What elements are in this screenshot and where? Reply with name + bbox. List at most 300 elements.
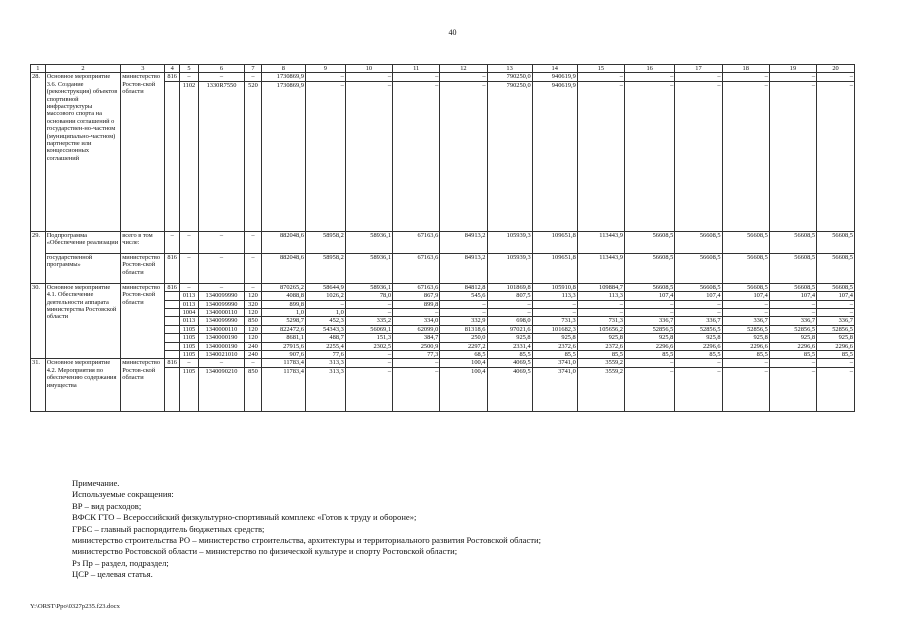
- value-cell: 1,0: [261, 309, 305, 317]
- value-cell: 925,8: [532, 334, 577, 342]
- header-cell: 11: [393, 65, 440, 73]
- header-cell: 16: [625, 65, 675, 73]
- value-cell: 81318,6: [440, 325, 487, 333]
- value-cell: –: [769, 309, 816, 317]
- value-cell: –: [817, 359, 855, 367]
- value-cell: 2296,6: [625, 342, 675, 350]
- value-cell: –: [345, 351, 392, 359]
- value-cell: –: [305, 81, 345, 231]
- value-cell: 4088,8: [261, 292, 305, 300]
- value-cell: 84913,2: [440, 231, 487, 253]
- value-cell: 105910,8: [532, 283, 577, 291]
- value-cell: –: [675, 309, 722, 317]
- value-cell: 790250,0: [487, 73, 532, 81]
- value-cell: 67163,6: [393, 253, 440, 283]
- value-cell: 109651,8: [532, 231, 577, 253]
- value-cell: 68,5: [440, 351, 487, 359]
- value-cell: –: [165, 231, 180, 253]
- header-cell: 5: [180, 65, 199, 73]
- value-cell: 56608,5: [817, 253, 855, 283]
- value-cell: –: [625, 73, 675, 81]
- value-cell: 940619,9: [532, 73, 577, 81]
- value-cell: 0113: [180, 292, 199, 300]
- value-cell: –: [722, 367, 769, 411]
- value-cell: –: [722, 309, 769, 317]
- value-cell: 1340000110: [198, 309, 244, 317]
- value-cell: 107,4: [675, 292, 722, 300]
- value-cell: 1,0: [305, 309, 345, 317]
- value-cell: 336,7: [817, 317, 855, 325]
- notes-line: ВР – вид расходов;: [72, 500, 142, 511]
- measure-name: Основное мероприятие 3.6. Создание (реконструкция) объектов спортивной инфраструктуры массового спорта на основании соглашений о государствен-но-частном (муниципально-частном) партнерстве или концессионных соглашений: [45, 73, 121, 231]
- value-cell: 384,7: [393, 334, 440, 342]
- table-row: [31, 253, 855, 283]
- value-cell: 52856,5: [625, 325, 675, 333]
- value-cell: –: [769, 81, 816, 231]
- value-cell: 113443,9: [577, 231, 624, 253]
- value-cell: 925,8: [487, 334, 532, 342]
- executor: министерство Ростов-ской области: [121, 253, 165, 283]
- value-cell: 2372,6: [577, 342, 624, 350]
- value-cell: 1102: [180, 81, 199, 231]
- measure-name: Основное мероприятие 4.1. Обеспечение деятельности аппарата министерства Ростовской области: [45, 283, 121, 359]
- value-cell: 58958,2: [305, 231, 345, 253]
- value-cell: [165, 342, 180, 350]
- row-number: 31.: [31, 359, 46, 411]
- value-cell: 67163,6: [393, 283, 440, 291]
- value-cell: 313,3: [305, 359, 345, 367]
- value-cell: –: [625, 367, 675, 411]
- value-cell: 313,3: [305, 367, 345, 411]
- value-cell: 67163,6: [393, 231, 440, 253]
- value-cell: [165, 351, 180, 359]
- notes-line: министерство Ростовской области – министерство по физической культуре и спорту Ростовской области;: [72, 546, 458, 557]
- value-cell: –: [180, 73, 199, 81]
- value-cell: 113,3: [532, 292, 577, 300]
- value-cell: –: [180, 359, 199, 367]
- value-cell: 52856,5: [817, 325, 855, 333]
- value-cell: 56608,5: [722, 231, 769, 253]
- header-cell: 2: [45, 65, 121, 73]
- value-cell: 105656,2: [577, 325, 624, 333]
- value-cell: –: [345, 300, 392, 308]
- value-cell: 107,4: [722, 292, 769, 300]
- value-cell: –: [675, 73, 722, 81]
- value-cell: –: [440, 81, 487, 231]
- value-cell: –: [305, 300, 345, 308]
- value-cell: 1340099990: [198, 292, 244, 300]
- value-cell: –: [393, 367, 440, 411]
- value-cell: 816: [165, 359, 180, 367]
- value-cell: –: [769, 359, 816, 367]
- value-cell: 335,2: [345, 317, 392, 325]
- value-cell: 2296,6: [722, 342, 769, 350]
- value-cell: 56069,1: [345, 325, 392, 333]
- header-cell: 9: [305, 65, 345, 73]
- value-cell: –: [345, 81, 392, 231]
- value-cell: 731,3: [577, 317, 624, 325]
- value-cell: 100,4: [440, 359, 487, 367]
- value-cell: 120: [245, 309, 262, 317]
- value-cell: 4069,5: [487, 359, 532, 367]
- value-cell: 151,3: [345, 334, 392, 342]
- value-cell: 27915,6: [261, 342, 305, 350]
- value-cell: 100,4: [440, 367, 487, 411]
- value-cell: 0113: [180, 300, 199, 308]
- value-cell: 101869,8: [487, 283, 532, 291]
- value-cell: 867,9: [393, 292, 440, 300]
- value-cell: –: [487, 300, 532, 308]
- value-cell: 8681,1: [261, 334, 305, 342]
- value-cell: [165, 325, 180, 333]
- value-cell: 1105: [180, 325, 199, 333]
- value-cell: 120: [245, 325, 262, 333]
- value-cell: 97021,6: [487, 325, 532, 333]
- value-cell: 2296,6: [675, 342, 722, 350]
- value-cell: 907,6: [261, 351, 305, 359]
- value-cell: –: [577, 73, 624, 81]
- value-cell: –: [817, 367, 855, 411]
- value-cell: 850: [245, 367, 262, 411]
- value-cell: 1105: [180, 367, 199, 411]
- value-cell: 1340099990: [198, 317, 244, 325]
- value-cell: 3559,2: [577, 367, 624, 411]
- header-row: [31, 65, 855, 73]
- value-cell: –: [577, 81, 624, 231]
- value-cell: 85,5: [487, 351, 532, 359]
- value-cell: –: [245, 253, 262, 283]
- table-row: [31, 73, 855, 81]
- value-cell: 452,3: [305, 317, 345, 325]
- value-cell: 2331,4: [487, 342, 532, 350]
- value-cell: –: [532, 309, 577, 317]
- value-cell: 56608,5: [625, 253, 675, 283]
- value-cell: 107,4: [817, 292, 855, 300]
- header-cell: 13: [487, 65, 532, 73]
- header-cell: 20: [817, 65, 855, 73]
- value-cell: –: [393, 359, 440, 367]
- value-cell: –: [393, 309, 440, 317]
- value-cell: 2255,4: [305, 342, 345, 350]
- value-cell: 870265,2: [261, 283, 305, 291]
- value-cell: –: [180, 283, 199, 291]
- value-cell: –: [722, 359, 769, 367]
- value-cell: –: [198, 73, 244, 81]
- table-row: [31, 231, 855, 253]
- value-cell: –: [577, 309, 624, 317]
- executor: министерство Ростов-ской области: [121, 73, 165, 231]
- value-cell: 56608,5: [675, 283, 722, 291]
- notes-line: Рз Пр – раздел, подраздел;: [72, 557, 169, 568]
- value-cell: 109651,8: [532, 253, 577, 283]
- value-cell: –: [722, 73, 769, 81]
- value-cell: 731,3: [532, 317, 577, 325]
- value-cell: [165, 367, 180, 411]
- value-cell: 85,5: [532, 351, 577, 359]
- value-cell: [165, 317, 180, 325]
- value-cell: –: [722, 81, 769, 231]
- budget-table: [30, 64, 855, 412]
- value-cell: [165, 81, 180, 231]
- value-cell: 899,8: [393, 300, 440, 308]
- value-cell: 925,8: [817, 334, 855, 342]
- value-cell: [165, 309, 180, 317]
- value-cell: 1340000110: [198, 325, 244, 333]
- value-cell: –: [487, 309, 532, 317]
- value-cell: 2296,6: [817, 342, 855, 350]
- value-cell: 1340090210: [198, 367, 244, 411]
- value-cell: 336,7: [769, 317, 816, 325]
- value-cell: –: [577, 300, 624, 308]
- value-cell: –: [817, 300, 855, 308]
- value-cell: 56608,5: [769, 253, 816, 283]
- value-cell: 56608,5: [675, 253, 722, 283]
- value-cell: –: [245, 359, 262, 367]
- value-cell: –: [440, 300, 487, 308]
- value-cell: 850: [245, 317, 262, 325]
- value-cell: 336,7: [625, 317, 675, 325]
- measure-name: государственной программы»: [45, 253, 121, 283]
- value-cell: –: [198, 359, 244, 367]
- value-cell: 11783,4: [261, 359, 305, 367]
- header-cell: 6: [198, 65, 244, 73]
- value-cell: 113443,9: [577, 253, 624, 283]
- value-cell: 816: [165, 253, 180, 283]
- value-cell: –: [440, 309, 487, 317]
- value-cell: 56608,5: [625, 231, 675, 253]
- value-cell: 790250,0: [487, 81, 532, 231]
- value-cell: 807,5: [487, 292, 532, 300]
- table-row: [31, 359, 855, 367]
- value-cell: 3741,0: [532, 359, 577, 367]
- value-cell: 58936,1: [345, 231, 392, 253]
- value-cell: 85,5: [769, 351, 816, 359]
- value-cell: 925,8: [577, 334, 624, 342]
- value-cell: 78,0: [345, 292, 392, 300]
- value-cell: 56608,5: [675, 231, 722, 253]
- value-cell: 58644,9: [305, 283, 345, 291]
- value-cell: 336,7: [675, 317, 722, 325]
- value-cell: 1340099990: [198, 300, 244, 308]
- value-cell: 84913,2: [440, 253, 487, 283]
- row-number: 28.: [31, 73, 46, 231]
- value-cell: 520: [245, 81, 262, 231]
- header-cell: 4: [165, 65, 180, 73]
- measure-name: Основное мероприятие 4.2. Мероприятия по обеспечению содержания имущества: [45, 359, 121, 411]
- value-cell: 58936,1: [345, 253, 392, 283]
- value-cell: –: [769, 367, 816, 411]
- value-cell: –: [675, 300, 722, 308]
- value-cell: 925,8: [722, 334, 769, 342]
- value-cell: 240: [245, 342, 262, 350]
- value-cell: 1026,2: [305, 292, 345, 300]
- value-cell: 320: [245, 300, 262, 308]
- value-cell: 899,8: [261, 300, 305, 308]
- value-cell: –: [675, 81, 722, 231]
- value-cell: –: [625, 81, 675, 231]
- value-cell: [165, 292, 180, 300]
- value-cell: 52856,5: [722, 325, 769, 333]
- header-cell: 10: [345, 65, 392, 73]
- value-cell: –: [345, 367, 392, 411]
- value-cell: 1340021010: [198, 351, 244, 359]
- value-cell: 85,5: [722, 351, 769, 359]
- value-cell: 1105: [180, 342, 199, 350]
- value-cell: –: [817, 73, 855, 81]
- value-cell: –: [769, 73, 816, 81]
- value-cell: –: [245, 283, 262, 291]
- value-cell: 56608,5: [722, 283, 769, 291]
- value-cell: –: [180, 253, 199, 283]
- value-cell: –: [180, 231, 199, 253]
- row-number: 30.: [31, 283, 46, 359]
- value-cell: 85,5: [577, 351, 624, 359]
- value-cell: 2302,5: [345, 342, 392, 350]
- header-cell: 1: [31, 65, 46, 73]
- value-cell: 5298,7: [261, 317, 305, 325]
- value-cell: 2297,2: [440, 342, 487, 350]
- value-cell: –: [393, 73, 440, 81]
- value-cell: –: [817, 309, 855, 317]
- header-cell: 3: [121, 65, 165, 73]
- value-cell: 940619,9: [532, 81, 577, 231]
- value-cell: 2372,6: [532, 342, 577, 350]
- value-cell: 2500,9: [393, 342, 440, 350]
- file-path-footer: Y:\ORST\Ppo\0327p235.f23.docx: [30, 603, 120, 610]
- value-cell: –: [675, 367, 722, 411]
- value-cell: 56608,5: [722, 253, 769, 283]
- value-cell: 882048,6: [261, 253, 305, 283]
- value-cell: 56608,5: [817, 283, 855, 291]
- notes-line: министерство строительства РО – министерство строительства, архитектуры и территориального развития Ростовской области;: [72, 535, 541, 546]
- row-number: 29.: [31, 231, 46, 283]
- value-cell: 816: [165, 73, 180, 81]
- header-cell: 17: [675, 65, 722, 73]
- value-cell: 105939,3: [487, 231, 532, 253]
- value-cell: 1004: [180, 309, 199, 317]
- value-cell: –: [198, 231, 244, 253]
- value-cell: 816: [165, 283, 180, 291]
- value-cell: 1340000190: [198, 342, 244, 350]
- notes-line: Используемые сокращения:: [72, 489, 174, 500]
- value-cell: 107,4: [769, 292, 816, 300]
- value-cell: 1730869,9: [261, 73, 305, 81]
- value-cell: –: [625, 359, 675, 367]
- value-cell: 85,5: [817, 351, 855, 359]
- table-row: [31, 283, 855, 291]
- notes-line: Примечание.: [72, 478, 120, 488]
- value-cell: 101682,3: [532, 325, 577, 333]
- value-cell: –: [817, 81, 855, 231]
- value-cell: 332,9: [440, 317, 487, 325]
- value-cell: 107,4: [625, 292, 675, 300]
- value-cell: –: [625, 300, 675, 308]
- value-cell: 925,8: [769, 334, 816, 342]
- value-cell: 1105: [180, 334, 199, 342]
- value-cell: 250,0: [440, 334, 487, 342]
- value-cell: 2296,6: [769, 342, 816, 350]
- notes-line: ГРБС – главный распорядитель бюджетных средств;: [72, 523, 265, 534]
- value-cell: 52856,5: [769, 325, 816, 333]
- notes-block: [72, 478, 541, 581]
- value-cell: 1330R7550: [198, 81, 244, 231]
- value-cell: [165, 334, 180, 342]
- value-cell: 882048,6: [261, 231, 305, 253]
- executor: министерство Ростов-ской области: [121, 359, 165, 411]
- header-cell: 14: [532, 65, 577, 73]
- value-cell: 1340000190: [198, 334, 244, 342]
- executor: всего в том числе:: [121, 231, 165, 253]
- header-cell: 18: [722, 65, 769, 73]
- value-cell: 85,5: [625, 351, 675, 359]
- value-cell: 77,6: [305, 351, 345, 359]
- value-cell: 85,5: [675, 351, 722, 359]
- value-cell: 11783,4: [261, 367, 305, 411]
- value-cell: 240: [245, 351, 262, 359]
- value-cell: –: [769, 300, 816, 308]
- value-cell: 1105: [180, 351, 199, 359]
- value-cell: [165, 300, 180, 308]
- notes-line: ВФСК ГТО – Всероссийский физкультурно-спортивный комплекс «Готов к труду и обороне»;: [72, 512, 417, 523]
- value-cell: –: [345, 73, 392, 81]
- value-cell: 52856,5: [675, 325, 722, 333]
- value-cell: –: [245, 231, 262, 253]
- value-cell: –: [345, 359, 392, 367]
- value-cell: –: [245, 73, 262, 81]
- value-cell: 105939,3: [487, 253, 532, 283]
- value-cell: 545,6: [440, 292, 487, 300]
- value-cell: 0113: [180, 317, 199, 325]
- value-cell: 113,3: [577, 292, 624, 300]
- value-cell: 3741,0: [532, 367, 577, 411]
- value-cell: 925,8: [675, 334, 722, 342]
- value-cell: –: [532, 300, 577, 308]
- value-cell: –: [305, 73, 345, 81]
- header-cell: 15: [577, 65, 624, 73]
- value-cell: 56608,5: [769, 231, 816, 253]
- value-cell: 334,0: [393, 317, 440, 325]
- value-cell: –: [440, 73, 487, 81]
- value-cell: 698,0: [487, 317, 532, 325]
- value-cell: 58936,1: [345, 283, 392, 291]
- value-cell: –: [198, 253, 244, 283]
- header-cell: 12: [440, 65, 487, 73]
- value-cell: –: [198, 283, 244, 291]
- value-cell: 822472,6: [261, 325, 305, 333]
- value-cell: –: [625, 309, 675, 317]
- value-cell: 84812,8: [440, 283, 487, 291]
- value-cell: –: [675, 359, 722, 367]
- value-cell: –: [722, 300, 769, 308]
- value-cell: 56608,5: [625, 283, 675, 291]
- value-cell: 62099,0: [393, 325, 440, 333]
- header-cell: 8: [261, 65, 305, 73]
- value-cell: 4069,5: [487, 367, 532, 411]
- executor: министерство Ростов-ской области: [121, 283, 165, 359]
- value-cell: 77,3: [393, 351, 440, 359]
- header-cell: 19: [769, 65, 816, 73]
- value-cell: 1730869,9: [261, 81, 305, 231]
- measure-name: Подпрограмма «Обеспечение реализации: [45, 231, 121, 253]
- value-cell: 336,7: [722, 317, 769, 325]
- value-cell: 925,8: [625, 334, 675, 342]
- value-cell: 56608,5: [769, 283, 816, 291]
- value-cell: 488,7: [305, 334, 345, 342]
- value-cell: 120: [245, 292, 262, 300]
- value-cell: 58958,2: [305, 253, 345, 283]
- value-cell: 120: [245, 334, 262, 342]
- notes-line: ЦСР – целевая статья.: [72, 569, 153, 580]
